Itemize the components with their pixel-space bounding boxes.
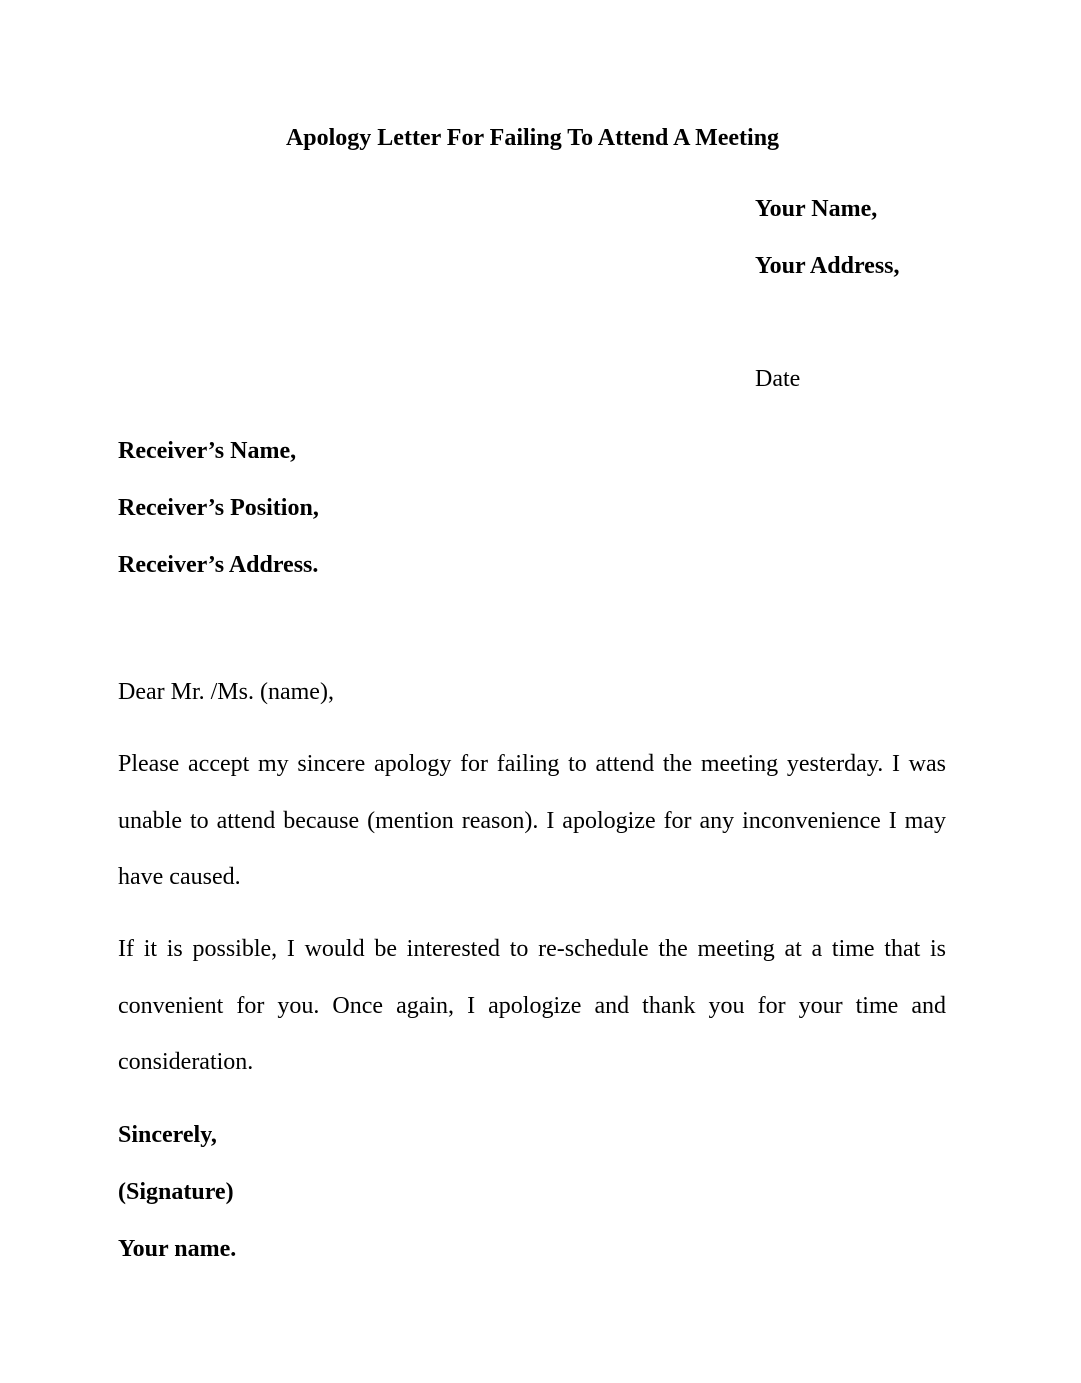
receiver-position: Receiver’s Position, (118, 495, 319, 521)
body-paragraph-2: If it is possible, I would be interested to re-schedule the meeting at a time that is convenient for you. Once again, I apologize and thank you for your time and consideration. (118, 936, 946, 1075)
closing: Sincerely, (118, 1122, 217, 1148)
receiver-name: Receiver’s Name, (118, 438, 297, 464)
sender-address: Your Address, (755, 253, 900, 279)
salutation: Dear Mr. /Ms. (name), (118, 679, 334, 705)
signoff-name: Your name. (118, 1236, 237, 1262)
signature: (Signature) (118, 1179, 234, 1205)
letter-title: Apology Letter For Failing To Attend A Meeting (285, 125, 780, 151)
sender-name: Your Name, (755, 196, 878, 222)
letter-date: Date (755, 366, 801, 392)
body-paragraph-1: Please accept my sincere apology for failing to attend the meeting yesterday. I was unable to attend because (mention reason). I apologize for any inconvenience I may have caused. (118, 751, 946, 890)
receiver-address: Receiver’s Address. (118, 552, 319, 578)
